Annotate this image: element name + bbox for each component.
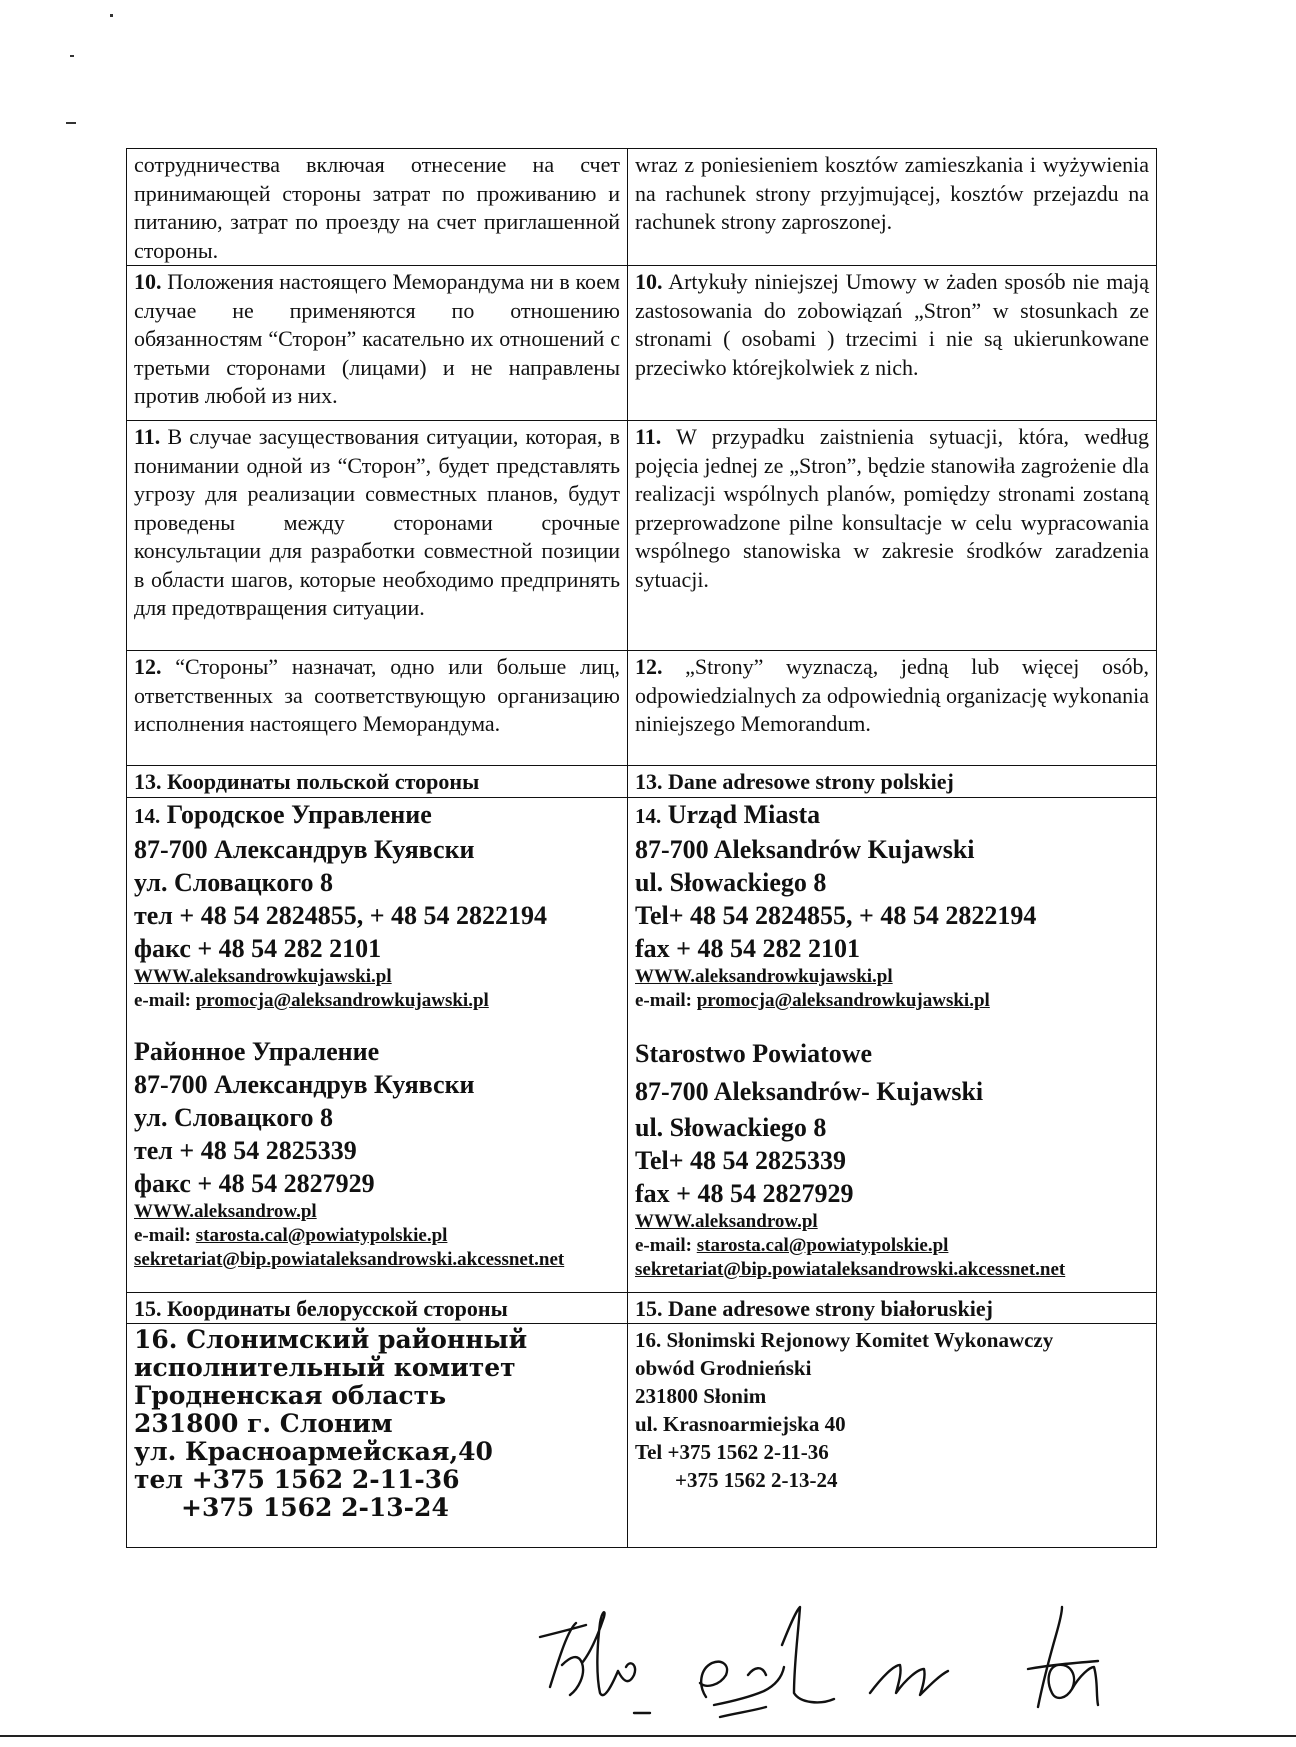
clause-number: 11. <box>134 424 161 449</box>
phone-line: Tel+ 48 54 2824855, + 48 54 2822194 <box>635 900 1037 930</box>
phone-line: тел + 48 54 2825339 <box>134 1135 357 1165</box>
phone-line: Tel+ 48 54 2825339 <box>635 1145 847 1175</box>
address-line: 16. Слонимский районный <box>134 1325 528 1354</box>
section-13-ru: 13. Координаты польской стороны <box>127 766 628 798</box>
fax-line: fax + 48 54 282 2101 <box>635 933 860 963</box>
phone-line: тел +375 1562 2-11-36 <box>134 1465 460 1494</box>
clause-10-pl <box>628 266 1157 421</box>
table-row <box>127 1292 1157 1324</box>
website-link[interactable]: WWW.aleksandrowkujawski.pl <box>134 965 392 987</box>
email-label: e-mail: <box>635 1234 697 1256</box>
phone-line: +375 1562 2-13-24 <box>181 1493 449 1522</box>
address-line: 87-700 Александрув Куявски <box>134 834 475 864</box>
fax-line: факс + 48 54 282 2101 <box>134 933 382 963</box>
contact-block <box>635 1210 1149 1282</box>
address-line: 231800 Słonim <box>635 1384 767 1408</box>
table-row <box>127 421 1157 651</box>
clause-text: Положения настоящего Меморандума ни в коем случае не применяются по отношению обязанностям “Сторон” касательно их отношений с третьми сторонами (лицами) и не направлены против любой из них. <box>134 269 620 408</box>
signature-2 <box>634 1607 834 1717</box>
clause-text: В случае засуществования ситуации, которая, в понимании одной из “Сторон”, будет представлять угрозу для реализации совместных планов, будут проведены между сторонами срочные консультации для разработки совместной позиции в области шагов, которые необходимо предпринять для предотвращения ситуации. <box>134 424 620 620</box>
website-link[interactable]: WWW.aleksandrow.pl <box>134 1200 317 1222</box>
address-line: ул. Красноармейская,40 <box>134 1437 493 1466</box>
clause-number: 12. <box>635 654 663 679</box>
website-link[interactable]: WWW.aleksandrowkujawski.pl <box>635 965 893 987</box>
address-line: 16. Słonimski Rejonowy Komitet Wykonawczy <box>635 1328 1054 1352</box>
address-line: Starostwo Powiatowe <box>635 1038 873 1068</box>
fax-line: fax + 48 54 2827929 <box>635 1178 854 1208</box>
table-row <box>127 266 1157 421</box>
address-pl-ru <box>127 797 628 1292</box>
address-line: Районное Упраление <box>134 1036 380 1066</box>
address-line: ул. Словацкого 8 <box>134 867 333 897</box>
phone-line: тел + 48 54 2824855, + 48 54 2822194 <box>134 900 548 930</box>
address-line: Гродненская область <box>134 1381 447 1410</box>
clause-number: 10. <box>134 269 162 294</box>
address-block <box>134 798 620 965</box>
address-line: Городское Управление <box>166 799 432 829</box>
table-row <box>127 766 1157 798</box>
section-13-pl: 13. Dane adresowe strony polskiej <box>628 766 1157 798</box>
website-link[interactable]: WWW.aleksandrow.pl <box>635 1210 818 1232</box>
email-link[interactable]: sekretariat@bip.powiataleksandrowski.akcessnet.net <box>134 1248 565 1270</box>
email-link[interactable]: starosta.cal@powiatypolskie.pl <box>195 1224 448 1246</box>
email-label: e-mail: <box>134 989 196 1011</box>
address-line: 87-700 Aleksandrów Kujawski <box>635 834 975 864</box>
email-link[interactable]: promocja@aleksandrowkujawski.pl <box>195 989 489 1011</box>
address-line: ul. Krasnoarmiejska 40 <box>635 1412 846 1436</box>
clause-number: 10. <box>635 269 663 294</box>
table-row <box>127 797 1157 1292</box>
email-label: e-mail: <box>134 1224 196 1246</box>
table-row <box>127 1324 1157 1548</box>
address-block <box>635 1035 1149 1111</box>
section-15-ru: 15. Координаты белорусской стороны <box>127 1292 628 1324</box>
clause-text: сотрудничества включая отнесение на счет принимающей стороны затрат по проживанию и питанию, затрат по проезду на счет приглашенной стороны. <box>134 152 620 263</box>
address-block <box>134 1035 620 1200</box>
clause-number: 14. <box>635 803 662 828</box>
clause-text: “Стороны” назначат, одно или больше лиц, ответственных за соответствующую организацию исполнения настоящего Меморандума. <box>134 654 620 736</box>
email-label: e-mail: <box>635 989 697 1011</box>
scan-speck <box>110 14 113 17</box>
contact-block <box>134 1200 620 1272</box>
table-row <box>127 149 1157 266</box>
clause-text: wraz z poniesieniem kosztów zamieszkania i wyżywienia na rachunek strony przyjmującej, kosztów przejazdu na rachunek strony zaproszonej. <box>635 152 1149 234</box>
bottom-rule <box>0 1735 1296 1737</box>
address-by-pl <box>628 1324 1157 1548</box>
address-line: ul. Słowackiego 8 <box>635 867 827 897</box>
signatures-area <box>500 1605 1220 1725</box>
clause-number: 11. <box>635 424 662 449</box>
clause-pl <box>628 149 1157 266</box>
phone-line: +375 1562 2-13-24 <box>675 1468 838 1492</box>
signature-4 <box>1028 1607 1098 1707</box>
address-pl-pl <box>628 797 1157 1292</box>
address-line: 87-700 Александрув Куявски <box>134 1069 475 1099</box>
memorandum-table <box>126 148 1157 1548</box>
address-line: исполнительный комитет <box>134 1353 516 1382</box>
contact-block <box>635 965 1149 1013</box>
clause-text: „Strony” wyznaczą, jedną lub więcej osób, odpowiedzialnych za odpowiednią organizację wykonania niniejszego Memorandum. <box>635 654 1150 736</box>
phone-line: Tel +375 1562 2-11-36 <box>635 1440 829 1464</box>
clause-11-ru <box>127 421 628 651</box>
table-row <box>127 651 1157 766</box>
address-line: 231800 г. Слоним <box>134 1409 393 1438</box>
clause-ru <box>127 149 628 266</box>
address-line: ул. Словацкого 8 <box>134 1102 333 1132</box>
email-link[interactable]: sekretariat@bip.powiataleksandrowski.akcessnet.net <box>635 1258 1066 1280</box>
address-line: 87-700 Aleksandrów- Kujawski <box>635 1076 984 1106</box>
fax-line: факс + 48 54 2827929 <box>134 1168 375 1198</box>
clause-text: Artykuły niniejszej Umowy w żaden sposób nie mają zastosowania do zobowiązań „Stron” w stosunkach ze stronami ( osobami ) trzecimi i nie są ukierunkowane przeciwko którejkolwiek z nich. <box>635 269 1149 380</box>
address-block <box>635 798 1149 965</box>
scan-speck <box>66 122 76 124</box>
clause-number: 14. <box>134 803 161 828</box>
clause-text: W przypadku zaistnienia sytuacji, która, według pojęcia jednej ze „Stron”, będzie stanowiła zagrożenie dla realizacji wspólnych planów, pomiędzy stronami zostaną przeprowadzone pilne konsultacje w celu wypracowania wspólnego stanowiska w zakresie środków zaradzenia sytuacji. <box>635 424 1149 592</box>
section-15-pl: 15. Dane adresowe strony białoruskiej <box>628 1292 1157 1324</box>
signature-3 <box>870 1665 948 1695</box>
clause-12-pl <box>628 651 1157 766</box>
address-line: obwód Grodnieński <box>635 1356 812 1380</box>
clause-12-ru <box>127 651 628 766</box>
signature-1 <box>540 1612 635 1695</box>
email-link[interactable]: starosta.cal@powiatypolskie.pl <box>696 1234 949 1256</box>
scan-speck <box>70 55 74 57</box>
contact-block <box>134 965 620 1013</box>
clause-number: 12. <box>134 654 162 679</box>
address-line: ul. Słowackiego 8 <box>635 1112 827 1142</box>
address-line: Urząd Miasta <box>667 799 821 829</box>
email-link[interactable]: promocja@aleksandrowkujawski.pl <box>696 989 990 1011</box>
clause-11-pl <box>628 421 1157 651</box>
clause-10-ru <box>127 266 628 421</box>
address-block <box>635 1111 1149 1210</box>
address-by-ru <box>127 1324 628 1548</box>
